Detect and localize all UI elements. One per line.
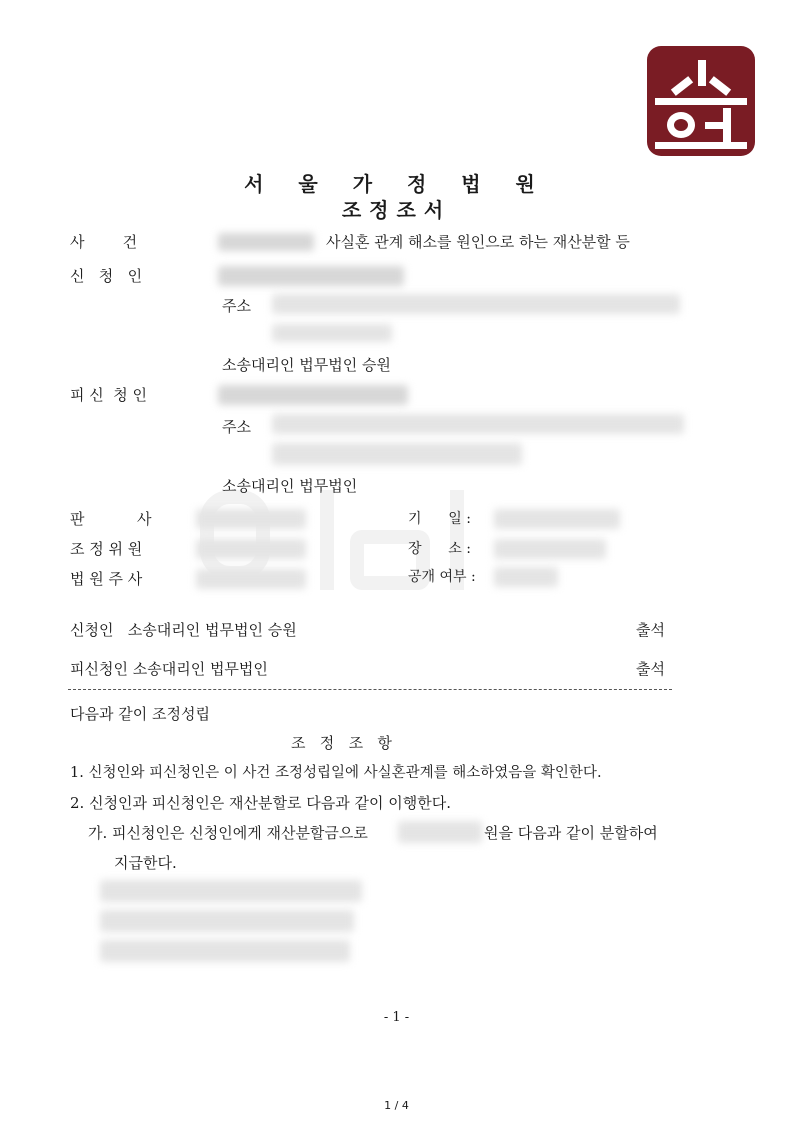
- applicant-label: 신 청 인: [70, 267, 143, 285]
- date-redacted: [494, 509, 620, 529]
- respondent-address-redacted-2: [272, 443, 522, 465]
- clerk-name-redacted: [196, 569, 306, 589]
- applicant-attendance-status: 출석: [636, 621, 665, 639]
- public-redacted: [494, 567, 558, 587]
- installment-line-redacted: [100, 910, 354, 932]
- amount-redacted: [398, 821, 482, 843]
- applicant-address-redacted: [272, 294, 680, 314]
- applicant-attorney: 소송대리인 법무법인 승원: [222, 356, 391, 374]
- clause-2a-suffix: 원을 다음과 같이 분할하여: [484, 824, 658, 842]
- mediator-name-redacted: [196, 539, 306, 559]
- applicant-address-redacted-2: [272, 324, 392, 342]
- document-title: 조정조서: [341, 198, 452, 222]
- page-mark: - 1 -: [383, 1010, 410, 1025]
- page-count: 1 / 4: [384, 1099, 409, 1112]
- applicant-name-redacted: [218, 266, 404, 286]
- clause-2a-continuation: 지급한다.: [114, 854, 177, 872]
- respondent-attendance-status: 출석: [636, 660, 665, 678]
- respondent-attorney: 소송대리인 법무법인: [222, 477, 358, 495]
- case-number-redacted: [218, 233, 314, 251]
- divider: [68, 689, 672, 690]
- intro-text: 다음과 같이 조정성립: [70, 705, 210, 723]
- public-label: 공개 여부 :: [408, 569, 476, 585]
- law-firm-logo: [647, 46, 755, 156]
- place-redacted: [494, 539, 606, 559]
- clerk-label: 법 원 주 사: [70, 570, 143, 588]
- installment-line-redacted: [100, 940, 350, 962]
- place-label: 장 소 :: [408, 541, 471, 557]
- judge-label: 판 사: [70, 510, 152, 528]
- clause-2: 2. 신청인과 피신청인은 재산분할로 다음과 같이 이행한다.: [70, 794, 451, 812]
- judge-name-redacted: [196, 509, 306, 529]
- case-label: 사 건: [70, 233, 138, 251]
- mediator-label: 조 정 위 원: [70, 540, 143, 558]
- respondent-attendance: 피신청인 소송대리인 법무법인: [70, 660, 268, 678]
- date-label: 기 일 :: [408, 511, 471, 527]
- applicant-attendance: 신청인 소송대리인 법무법인 승원: [70, 621, 297, 639]
- respondent-address-redacted: [272, 414, 684, 434]
- clause-2a: 가. 피신청인은 신청인에게 재산분할금으로: [88, 824, 368, 842]
- respondent-address-label: 주소: [222, 418, 251, 436]
- section-title: 조 정 조 항: [291, 734, 392, 752]
- court-name: 서 울 가 정 법 원: [244, 172, 549, 196]
- installment-line-redacted: [100, 880, 362, 902]
- respondent-name-redacted: [218, 385, 408, 405]
- case-title: 사실혼 관계 해소를 원인으로 하는 재산분할 등: [326, 233, 630, 251]
- clause-1: 1. 신청인와 피신청인은 이 사건 조정성립일에 사실혼관계를 해소하였음을 확인한다.: [70, 765, 602, 781]
- applicant-address-label: 주소: [222, 297, 251, 315]
- respondent-label: 피 신 청 인: [70, 386, 148, 404]
